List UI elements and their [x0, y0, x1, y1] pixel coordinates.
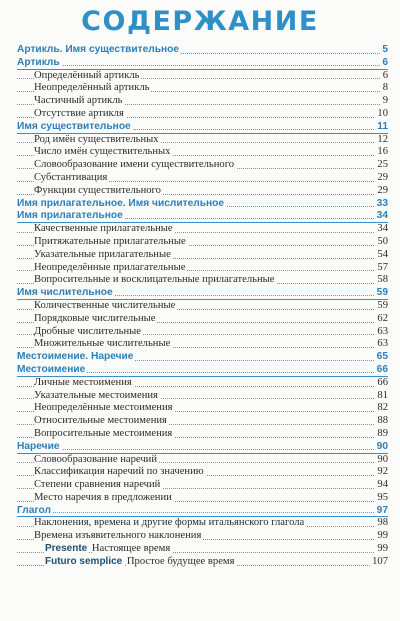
toc-entry[interactable]: [17, 326, 388, 339]
toc-page-number: 33: [376, 197, 388, 209]
toc-page-number: 9: [382, 95, 388, 107]
toc-entry-label: Настоящее время: [91, 543, 171, 555]
toc-entry[interactable]: [17, 82, 388, 95]
toc-entry-label: Неопределённые прилагательные: [34, 261, 186, 273]
toc-entry-label: Личные местоимения: [34, 376, 132, 388]
toc-entry-label: Притяжательные прилагательные: [34, 235, 186, 247]
tense-name: Presente: [45, 543, 88, 555]
toc-entry[interactable]: [17, 517, 388, 530]
toc-entry[interactable]: [17, 223, 388, 236]
toc-entry[interactable]: [17, 95, 388, 108]
toc-entry-label: Наклонения, времена и другие формы итальянского глагола: [34, 517, 305, 529]
toc-entry-label: Частичный артикль: [34, 95, 123, 107]
toc-page-number: 66: [376, 363, 388, 375]
toc-entry-label: Имя существительное: [17, 120, 131, 132]
toc-entry[interactable]: [17, 108, 388, 121]
toc-page-number: 92: [377, 466, 388, 478]
toc-page-number: 6: [382, 69, 388, 81]
toc-entry-label: Порядковые числительные: [34, 312, 156, 324]
page-title: СОДЕРЖАНИЕ: [81, 6, 319, 37]
dot-leader: [17, 512, 388, 513]
toc-page-number: 65: [376, 351, 388, 363]
toc-page-number: 81: [377, 389, 388, 401]
toc-section-entry[interactable]: [17, 441, 388, 454]
toc-page-number: 25: [377, 159, 388, 171]
toc-entry[interactable]: [17, 313, 388, 326]
toc-entry-label: Множительные числительные: [34, 338, 171, 350]
toc-entry[interactable]: [17, 466, 388, 479]
toc-entry-label: Дробные числительные: [34, 325, 141, 337]
toc-entry[interactable]: [17, 338, 388, 351]
toc-entry[interactable]: [17, 262, 388, 275]
toc-entry-label: Указательные местоимения: [34, 389, 158, 401]
toc-entry-label: Степени сравнения наречий: [34, 479, 161, 491]
toc-page-number: 50: [377, 235, 388, 247]
toc-entry[interactable]: [17, 556, 388, 569]
toc-entry[interactable]: [17, 428, 388, 441]
toc-entry-label: Указательные прилагательные: [34, 248, 171, 260]
toc-entry[interactable]: [17, 172, 388, 185]
toc-page-number: 107: [372, 555, 388, 567]
toc-entry-label: Неопределённый артикль: [34, 82, 150, 94]
toc-section-entry[interactable]: [17, 505, 388, 518]
toc-entry-label: Классификация наречий по значению: [34, 466, 204, 478]
toc-entry-label: Место наречия в предложении: [34, 491, 172, 503]
tense-name: Futuro semplice: [45, 555, 123, 567]
toc-page-number: 90: [376, 440, 388, 452]
toc-entry[interactable]: [17, 249, 388, 262]
toc-page-number: 34: [376, 210, 388, 222]
table-of-contents: [17, 44, 388, 569]
toc-entry-label: Словообразование имени существительного: [34, 159, 235, 171]
toc-page-number: 63: [377, 338, 388, 350]
toc-entry-label: Род имён существительных: [34, 133, 159, 145]
toc-page-number: 59: [377, 299, 388, 311]
toc-entry[interactable]: [17, 236, 388, 249]
toc-entry[interactable]: [17, 415, 388, 428]
toc-entry[interactable]: [17, 146, 388, 159]
toc-page-number: 16: [377, 146, 388, 158]
toc-entry-label: Артикль: [17, 56, 60, 68]
toc-entry-label: Отсутствие артикля: [34, 107, 124, 119]
toc-entry-label: Глагол: [17, 504, 51, 516]
toc-entry[interactable]: [17, 134, 388, 147]
toc-section-entry[interactable]: [17, 121, 388, 134]
toc-page-number: 66: [377, 376, 388, 388]
toc-entry[interactable]: [17, 70, 388, 83]
toc-page-number: 8: [382, 82, 388, 94]
toc-page-number: 54: [377, 248, 388, 260]
toc-entry[interactable]: [17, 377, 388, 390]
toc-entry-label: Местоимение: [17, 363, 86, 375]
toc-entry-label: Вопросительные и восклицательные прилагательные: [34, 274, 275, 286]
toc-page-number: 89: [377, 427, 388, 439]
toc-page-number: 63: [377, 325, 388, 337]
toc-entry-label: Субстантивация: [34, 171, 108, 183]
toc-entry-label: Количественные числительные: [34, 299, 176, 311]
dot-leader: [17, 449, 388, 450]
toc-entry[interactable]: [17, 530, 388, 543]
toc-entry-label: Число имён существительных: [34, 146, 171, 158]
toc-entry-label: Наречие: [17, 440, 60, 452]
toc-page-number: 90: [377, 453, 388, 465]
toc-page-number: 12: [377, 133, 388, 145]
toc-page-number: 29: [377, 171, 388, 183]
toc-entry[interactable]: [17, 492, 388, 505]
toc-page-number: 59: [376, 287, 388, 299]
toc-page-number: 82: [377, 402, 388, 414]
toc-page-number: 6: [382, 56, 388, 68]
toc-page-number: 10: [377, 107, 388, 119]
toc-section-entry[interactable]: [17, 57, 388, 70]
toc-page-number: 99: [377, 530, 388, 542]
toc-page-number: 97: [376, 504, 388, 516]
toc-entry[interactable]: [17, 454, 388, 467]
toc-entry[interactable]: [17, 274, 388, 287]
toc-entry-label: Относительные местоимения: [34, 415, 167, 427]
toc-entry[interactable]: [17, 185, 388, 198]
toc-entry-label: Артикль. Имя существительное: [17, 44, 180, 55]
toc-page-number: 94: [377, 479, 388, 491]
toc-section-entry[interactable]: [17, 198, 388, 211]
toc-entry[interactable]: [17, 479, 388, 492]
toc-entry-label: Качественные прилагательные: [34, 223, 173, 235]
toc-page-number: 57: [377, 261, 388, 273]
toc-page-number: 29: [377, 184, 388, 196]
dot-leader: [17, 65, 388, 66]
toc-page-number: 99: [377, 543, 388, 555]
toc-entry-label: Имя прилагательное: [17, 210, 123, 222]
toc-entry-label: Функции существительного: [34, 184, 161, 196]
toc-page-number: 98: [377, 517, 388, 529]
toc-entry[interactable]: [17, 543, 388, 556]
toc-section-entry[interactable]: [17, 351, 388, 364]
toc-page-number: 34: [377, 223, 388, 235]
toc-section-entry[interactable]: [17, 364, 388, 377]
toc-section-entry[interactable]: [17, 287, 388, 300]
toc-page-number: 5: [382, 44, 388, 55]
toc-entry-label: Имя числительное: [17, 287, 113, 299]
toc-entry-label: Вопросительные местоимения: [34, 427, 173, 439]
toc-page-number: 58: [377, 274, 388, 286]
toc-entry-label: Простое будущее время: [126, 555, 235, 567]
toc-page-number: 88: [377, 415, 388, 427]
toc-entry-label: Имя прилагательное. Имя числительное: [17, 197, 225, 209]
toc-section-entry[interactable]: [17, 210, 388, 223]
toc-entry-label: Определённый артикль: [34, 69, 140, 81]
toc-entry-label: Неопределённые местоимения: [34, 402, 173, 414]
toc-entry[interactable]: [17, 402, 388, 415]
toc-page-number: 11: [377, 120, 388, 132]
toc-entry[interactable]: [17, 390, 388, 403]
toc-entry[interactable]: [17, 300, 388, 313]
toc-section-entry[interactable]: [17, 44, 388, 57]
toc-entry-label: Времена изъявительного наклонения: [34, 530, 202, 542]
toc-entry-label: Местоимение. Наречие: [17, 351, 134, 363]
toc-page-number: 62: [377, 312, 388, 324]
toc-entry-label: Словообразование наречий: [34, 453, 158, 465]
toc-page-number: 95: [377, 491, 388, 503]
toc-entry[interactable]: [17, 159, 388, 172]
